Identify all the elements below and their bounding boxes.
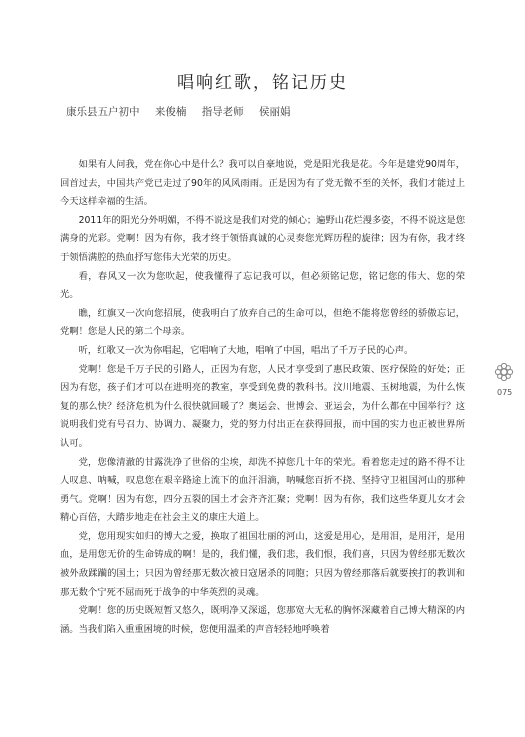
paragraph: 如果有人问我，党在你心中是什么？我可以自豪地说，党是阳光我是花。今年是建党90周年，回首过去，中国共产党已走过了90年的风风雨雨。正是因为有了党无微不至的关怀，我们才能过上今天这样幸福的生活。: [60, 159, 465, 208]
article-title: 唱响红歌，铭记历史: [177, 73, 348, 93]
paragraph: 2011年的阳光分外明媚，不得不说这是我们对党的倾心；遍野山花烂漫多姿，不得不说这是您满身的光彩。党啊！因为有你，我才终于领悟真诚的心灵奏您光辉历程的旋律；因为有你，我才终于领悟满腔的热血抒写您伟大光荣的历史。: [60, 214, 465, 263]
page-number: 075: [497, 388, 513, 397]
paragraph: 听，红歌又一次为你唱起，它唱响了大地，唱响了中国，唱出了千万子民的心声。: [78, 344, 414, 356]
paragraph: 党，您用现实如归的博大之爱，换取了祖国壮丽的河山，这爱是用心，是用泪，是用汗，是用血，是用您无价的生命铸成的啊！是的，我们懂，我们悲，我们恨，我们喜，只因为曾经那无数次被外敌蹂躏的国土；只因为曾经那无数次被日寇屠杀的同胞；只因为曾经那落后就要挨打的教训和那无数个宁死不屈而死于战争的中华英烈的灵魂。: [60, 530, 465, 598]
paragraph: 瞧，红旗又一次向您招展，使我明白了放弃自己的生命可以，但绝不能将您曾经的骄傲忘记，党啊！您是人民的第二个母亲。: [60, 307, 465, 338]
byline: [66, 104, 303, 119]
flower-ornament-icon: [494, 362, 514, 382]
paragraph: 看，春风又一次为您吹起，使我懂得了忘记我可以，但必须铭记您，铭记您的伟大、您的荣光。: [60, 270, 465, 301]
school-name: 康乐县五户初中: [66, 106, 140, 118]
advisor-name: 侯丽娟: [259, 106, 291, 118]
paragraph: 党，您像清澈的甘露洗净了世俗的尘埃，却洗不掉您几十年的荣光。看着您走过的路不得不让人叹息、呐喊，叹息您在艰辛路途上流下的血汗泪滴，呐喊您百折不挠、坚持守卫祖国河山的那种勇气。党啊！因为有您，四分五裂的国土才会齐齐汇聚；党啊！因为有你，我们这些华夏儿女才会精心百倍，大踏步地走在社会主义的康庄大道上。: [60, 456, 465, 524]
paragraph: 党啊！您是千万子民的引路人，正因为有您，人民才享受到了惠民政策、医疗保险的好处；正因为有您，孩子们才可以在进明亮的教室，享受到免费的教科书。汶川地震、玉树地震，为什么恢复的那么快？经济危机为什么很快就回暖了？奥运会、世博会、亚运会，为什么都在中国举行？这说明我们党有号召力、协调力、凝聚力，党的努力付出正在获得回报，而中国的实力也正被世界所认可。: [60, 363, 465, 449]
paragraph: 党啊！您的历史既短暂又悠久，既明净又深遥，您那宽大无私的胸怀深藏着自己博大精深的内涵。当我们陷入重重困境的时候，您便用温柔的声音轻轻地呼唤着: [60, 605, 465, 635]
advisor-label: 指导老师: [201, 106, 244, 118]
author-name: 来俊楠: [154, 106, 187, 118]
article-body: [60, 156, 465, 639]
